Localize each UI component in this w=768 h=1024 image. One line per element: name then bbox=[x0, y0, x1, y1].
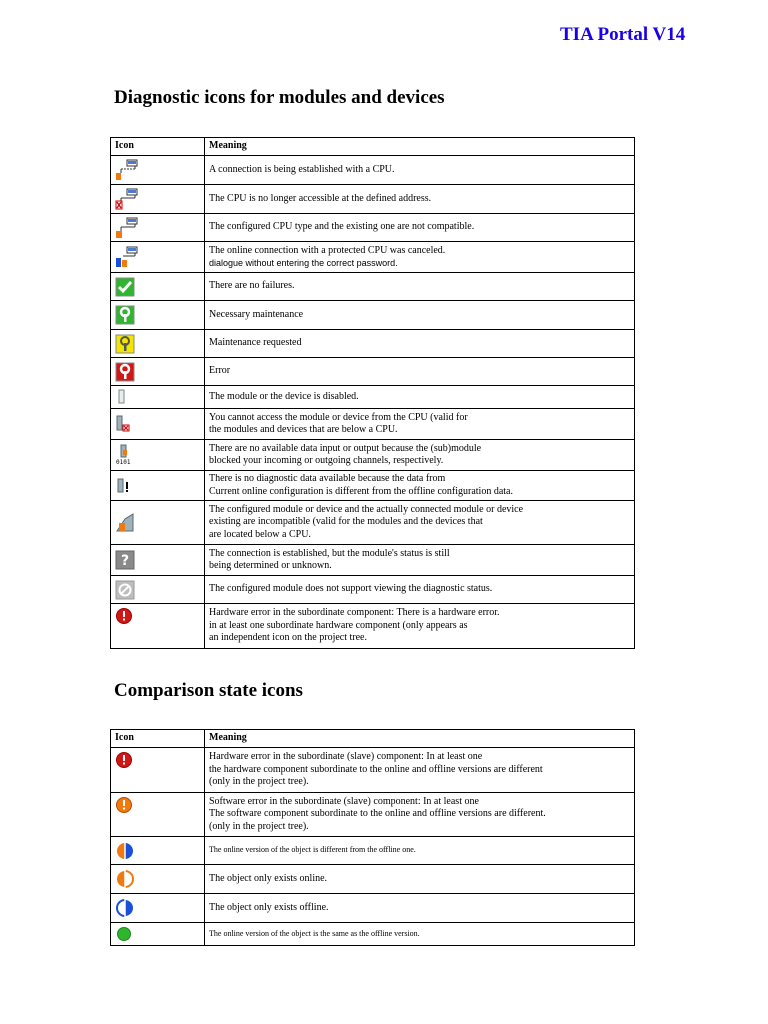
maintenance-necessary-icon bbox=[115, 305, 135, 325]
table-header-row bbox=[111, 138, 635, 156]
protected-cpu-canceled-icon bbox=[115, 246, 141, 268]
meaning-text: The module or the device is disabled. bbox=[209, 390, 359, 402]
meaning-text: Software error in the subordinate (slave) component: In at least one The software component subordinate to the online and offline versions are different. (only in the project tree). bbox=[209, 795, 546, 832]
table-row bbox=[111, 748, 635, 793]
cpu-type-incompatible-icon bbox=[115, 217, 141, 239]
table-row bbox=[111, 865, 635, 894]
meaning-text: The online version of the object is the same as the offline version. bbox=[209, 928, 420, 938]
table-row bbox=[111, 837, 635, 865]
table-row bbox=[111, 894, 635, 923]
module-disabled-icon bbox=[115, 389, 129, 405]
comparison-section-title: Comparison state icons bbox=[114, 680, 303, 701]
meaning-text: Necessary maintenance bbox=[209, 308, 304, 320]
table-row bbox=[111, 330, 635, 358]
meaning-text: The CPU is no longer accessible at the defined address. bbox=[209, 192, 432, 204]
cpu-not-accessible-icon bbox=[115, 188, 141, 210]
table-row bbox=[111, 501, 635, 545]
io-blocked-icon bbox=[115, 444, 139, 466]
exists-offline-only-icon bbox=[115, 898, 135, 918]
table-row bbox=[111, 409, 635, 440]
io-blocked-icon-text: 0101 bbox=[116, 459, 131, 466]
online-offline-different-icon bbox=[115, 841, 135, 861]
meaning-text: A connection is being established with a CPU. bbox=[209, 163, 395, 175]
table-row bbox=[111, 440, 635, 471]
meaning-text: Maintenance requested bbox=[209, 337, 302, 349]
icon-column-header: Icon bbox=[111, 138, 205, 156]
table-row bbox=[111, 793, 635, 837]
meaning-text: Hardware error in the subordinate (slave) component: In at least one the hardware component subordinate to the online and offline versions are different (only in the project tree). bbox=[209, 751, 543, 788]
diagnostic-section-title: Diagnostic icons for modules and devices bbox=[114, 87, 445, 108]
no-failures-icon bbox=[115, 277, 135, 297]
meaning-text: The connection is established, but the module's status is still being determined or unknown. bbox=[209, 547, 450, 571]
hardware-error-slave-icon bbox=[115, 751, 133, 769]
table-row bbox=[111, 214, 635, 242]
diagnostic-not-supported-icon bbox=[115, 580, 135, 600]
table-row bbox=[111, 301, 635, 330]
meaning-text: The online connection with a protected CPU was canceled. bbox=[209, 244, 446, 256]
meaning-text-continued: dialogue without entering the correct password. bbox=[209, 258, 398, 268]
connection-establishing-icon bbox=[115, 159, 141, 181]
diagnostic-icons-table bbox=[110, 137, 635, 649]
meaning-column-header: Meaning bbox=[205, 730, 635, 748]
table-row bbox=[111, 576, 635, 604]
meaning-text: Error bbox=[209, 365, 231, 377]
module-no-access-icon bbox=[115, 415, 131, 433]
meaning-text: The object only exists online. bbox=[209, 872, 328, 884]
hardware-error-subordinate-icon bbox=[115, 607, 133, 625]
meaning-text: The object only exists offline. bbox=[209, 901, 329, 913]
table-row bbox=[111, 156, 635, 185]
meaning-text: You cannot access the module or device from the CPU (valid for the modules and devices that are below a CPU. bbox=[209, 411, 468, 435]
status-unknown-icon bbox=[115, 550, 135, 570]
software-error-slave-icon bbox=[115, 796, 133, 814]
table-row bbox=[111, 923, 635, 946]
meaning-column-header: Meaning bbox=[205, 138, 635, 156]
module-incompatible-icon bbox=[115, 513, 137, 533]
table-row bbox=[111, 185, 635, 214]
meaning-text: There is no diagnostic data available because the data from Current online configuration is different from the offline configuration data. bbox=[209, 473, 513, 497]
table-header-row bbox=[111, 730, 635, 748]
svg-text:?: ? bbox=[120, 553, 130, 569]
meaning-text: The configured module does not support viewing the diagnostic status. bbox=[209, 583, 493, 595]
online-offline-same-icon bbox=[115, 926, 133, 942]
icon-column-header: Icon bbox=[111, 730, 205, 748]
comparison-icons-table bbox=[110, 729, 635, 946]
maintenance-requested-icon bbox=[115, 334, 135, 354]
meaning-text: Hardware error in the subordinate component: There is a hardware error. in at least one subordinate hardware component (only appears as an independent icon on the project tree. bbox=[209, 607, 500, 644]
meaning-text: There are no failures. bbox=[209, 280, 295, 292]
table-row bbox=[111, 471, 635, 501]
exists-online-only-icon bbox=[115, 869, 135, 889]
meaning-text: The online version of the object is different from the offline one. bbox=[209, 845, 416, 855]
meaning-text: The configured module or device and the actually connected module or device existing are incompatible (valid for the modules and the devices that are located below a CPU. bbox=[209, 503, 524, 540]
table-row bbox=[111, 545, 635, 576]
table-row bbox=[111, 273, 635, 301]
no-diagnostic-data-icon bbox=[115, 477, 133, 495]
table-row bbox=[111, 604, 635, 649]
meaning-text: There are no available data input or output because the (sub)module blocked your incoming or outgoing channels, respectively. bbox=[209, 442, 482, 466]
table-row bbox=[111, 358, 635, 386]
document-header-title: TIA Portal V14 bbox=[560, 24, 686, 45]
table-row bbox=[111, 242, 635, 273]
table-row bbox=[111, 386, 635, 409]
error-icon bbox=[115, 362, 135, 382]
meaning-text: The configured CPU type and the existing one are not compatible. bbox=[209, 221, 475, 233]
